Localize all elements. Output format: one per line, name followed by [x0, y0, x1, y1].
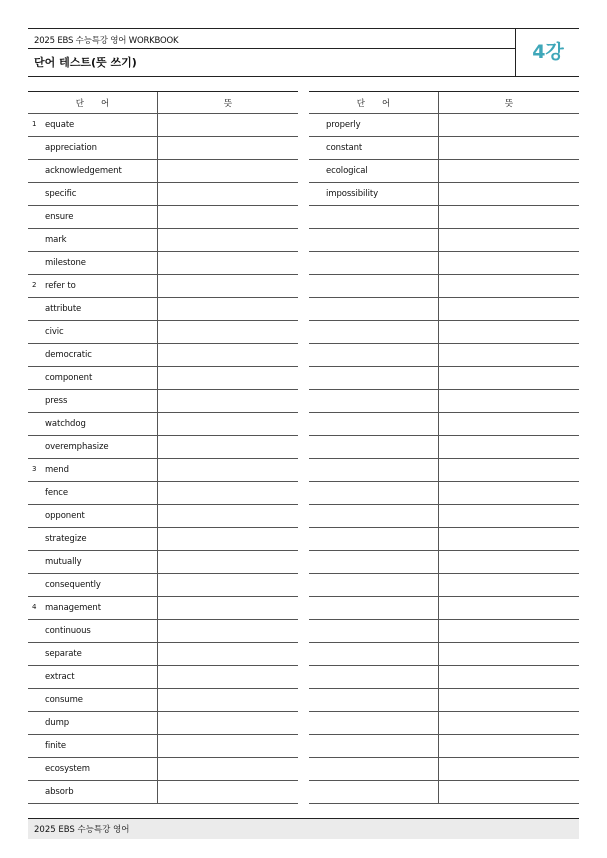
header-meaning-label: 뜻: [223, 99, 233, 109]
table-row: [309, 114, 579, 137]
word-cell: [28, 390, 158, 412]
table-row: [28, 459, 298, 482]
meaning-answer-cell[interactable]: [158, 436, 298, 458]
table-row: [309, 712, 579, 735]
vocab-word: democratic: [45, 349, 92, 360]
word-cell: [28, 574, 158, 596]
word-cell: [28, 712, 158, 734]
vocab-word: civic: [45, 326, 64, 337]
meaning-answer-cell[interactable]: [439, 344, 579, 366]
vocab-word: ecological: [326, 165, 368, 176]
table-row: [28, 344, 298, 367]
table-row: [28, 620, 298, 643]
meaning-answer-cell[interactable]: [439, 298, 579, 320]
meaning-answer-cell[interactable]: [439, 712, 579, 734]
meaning-answer-cell[interactable]: [158, 275, 298, 297]
workbook-subtitle: 2025 EBS 수능특강 영어 WORKBOOK: [34, 36, 179, 46]
word-cell: [309, 321, 439, 343]
meaning-answer-cell[interactable]: [158, 114, 298, 136]
word-cell: [309, 344, 439, 366]
word-table-left: [28, 91, 298, 804]
meaning-answer-cell[interactable]: [158, 160, 298, 182]
word-cell: [28, 666, 158, 688]
table-row: [309, 160, 579, 183]
table-row: [309, 574, 579, 597]
meaning-answer-cell[interactable]: [158, 344, 298, 366]
word-cell: [309, 597, 439, 619]
vocab-word: management: [45, 602, 101, 613]
table-row: [28, 505, 298, 528]
table-row: [309, 413, 579, 436]
table-row: [28, 643, 298, 666]
meaning-answer-cell[interactable]: [158, 551, 298, 573]
table-row: [309, 735, 579, 758]
meaning-answer-cell[interactable]: [439, 390, 579, 412]
word-cell: [309, 436, 439, 458]
table-row: [309, 206, 579, 229]
table-header-row: [309, 92, 579, 114]
meaning-answer-cell[interactable]: [439, 114, 579, 136]
page-footer: [28, 818, 579, 839]
lesson-badge-box: [515, 29, 580, 76]
word-cell: [309, 252, 439, 274]
header-divider: [28, 48, 515, 49]
table-row: [309, 390, 579, 413]
table-row: [309, 321, 579, 344]
vocab-word: refer to: [45, 280, 76, 291]
word-cell: [28, 367, 158, 389]
table-row: [28, 597, 298, 620]
table-row: [28, 436, 298, 459]
header-meaning-label: 뜻: [504, 99, 514, 109]
vocab-word: fence: [45, 487, 69, 498]
word-cell: [309, 160, 439, 182]
word-cell: [28, 528, 158, 550]
word-cell: [28, 620, 158, 642]
meaning-answer-cell[interactable]: [439, 206, 579, 228]
meaning-answer-cell[interactable]: [439, 137, 579, 159]
table-row: [28, 758, 298, 781]
table-row: [28, 666, 298, 689]
word-cell: [28, 137, 158, 159]
word-cell: [28, 321, 158, 343]
meaning-answer-cell[interactable]: [158, 459, 298, 481]
meaning-answer-cell[interactable]: [158, 206, 298, 228]
table-row: [28, 574, 298, 597]
word-cell: [28, 735, 158, 757]
table-row: [309, 436, 579, 459]
page-header: [28, 28, 579, 77]
vocab-word: overemphasize: [45, 441, 109, 452]
word-cell: [28, 298, 158, 320]
meaning-answer-cell[interactable]: [439, 367, 579, 389]
word-cell: [28, 459, 158, 481]
meaning-answer-cell[interactable]: [439, 459, 579, 481]
page-title: 단어 테스트(뜻 쓰기): [34, 56, 137, 69]
table-row: [309, 551, 579, 574]
vocab-word: mark: [45, 234, 67, 245]
table-row: [309, 620, 579, 643]
vocab-word: press: [45, 395, 68, 406]
meaning-answer-cell[interactable]: [158, 298, 298, 320]
meaning-answer-cell[interactable]: [158, 643, 298, 665]
word-cell: [309, 459, 439, 481]
table-row: [28, 528, 298, 551]
word-cell: [28, 436, 158, 458]
table-row: [309, 597, 579, 620]
table-row: [28, 183, 298, 206]
word-cell: [309, 781, 439, 803]
table-row: [309, 666, 579, 689]
word-cell: [309, 528, 439, 550]
meaning-answer-cell[interactable]: [158, 597, 298, 619]
vocab-word: milestone: [45, 257, 86, 268]
word-cell: [309, 505, 439, 527]
vocab-word: consume: [45, 694, 83, 705]
word-cell: [309, 390, 439, 412]
table-row: [28, 712, 298, 735]
word-cell: [28, 643, 158, 665]
meaning-answer-cell[interactable]: [158, 183, 298, 205]
vocab-word: opponent: [45, 510, 85, 521]
word-cell: [309, 413, 439, 435]
meaning-answer-cell[interactable]: [439, 643, 579, 665]
vocab-word: constant: [326, 142, 363, 153]
meaning-answer-cell[interactable]: [439, 597, 579, 619]
vocab-word: properly: [326, 119, 361, 130]
vocab-word: extract: [45, 671, 75, 682]
word-cell: [309, 712, 439, 734]
table-row: [28, 229, 298, 252]
section-number: 2: [32, 281, 37, 289]
table-row: [309, 344, 579, 367]
table-row: [309, 252, 579, 275]
section-number: 3: [32, 465, 37, 473]
vocab-word: dump: [45, 717, 70, 728]
word-cell: [309, 758, 439, 780]
meaning-answer-cell[interactable]: [158, 252, 298, 274]
meaning-answer-cell[interactable]: [158, 505, 298, 527]
table-row: [28, 321, 298, 344]
word-cell: [28, 505, 158, 527]
word-cell: [28, 206, 158, 228]
table-row: [28, 551, 298, 574]
table-row: [309, 781, 579, 804]
word-cell: [28, 229, 158, 251]
meaning-answer-cell[interactable]: [439, 666, 579, 688]
word-cell: [28, 114, 158, 136]
vocab-word: attribute: [45, 303, 82, 314]
word-cell: [309, 114, 439, 136]
word-cell: [309, 666, 439, 688]
vocab-word: consequently: [45, 579, 101, 590]
meaning-answer-cell[interactable]: [158, 321, 298, 343]
section-number: 4: [32, 603, 37, 611]
header-word-cell: [309, 92, 439, 113]
meaning-answer-cell[interactable]: [439, 160, 579, 182]
word-cell: [309, 574, 439, 596]
meaning-answer-cell[interactable]: [439, 505, 579, 527]
vocab-word: acknowledgement: [45, 165, 122, 176]
meaning-answer-cell[interactable]: [439, 528, 579, 550]
word-cell: [28, 781, 158, 803]
meaning-answer-cell[interactable]: [158, 413, 298, 435]
meaning-answer-cell[interactable]: [439, 551, 579, 573]
word-cell: [28, 160, 158, 182]
table-row: [28, 390, 298, 413]
meaning-answer-cell[interactable]: [158, 712, 298, 734]
meaning-answer-cell[interactable]: [158, 781, 298, 803]
table-row: [309, 528, 579, 551]
word-cell: [28, 252, 158, 274]
table-row: [309, 505, 579, 528]
table-row: [309, 643, 579, 666]
word-cell: [309, 689, 439, 711]
meaning-answer-cell[interactable]: [158, 574, 298, 596]
vocab-word: finite: [45, 740, 67, 751]
table-row: [28, 689, 298, 712]
meaning-answer-cell[interactable]: [439, 689, 579, 711]
table-row: [309, 298, 579, 321]
meaning-answer-cell[interactable]: [158, 137, 298, 159]
vocab-word: mutually: [45, 556, 82, 567]
meaning-answer-cell[interactable]: [439, 229, 579, 251]
table-row: [309, 459, 579, 482]
table-header-row: [28, 92, 298, 114]
footer-text: 2025 EBS 수능특강 영어: [34, 825, 130, 835]
word-cell: [309, 229, 439, 251]
table-row: [28, 298, 298, 321]
table-row: [28, 735, 298, 758]
vocab-word: appreciation: [45, 142, 97, 153]
meaning-answer-cell[interactable]: [158, 620, 298, 642]
word-cell: [309, 298, 439, 320]
meaning-answer-cell[interactable]: [439, 482, 579, 504]
meaning-answer-cell[interactable]: [439, 321, 579, 343]
word-cell: [28, 344, 158, 366]
word-cell: [28, 597, 158, 619]
vocab-word: continuous: [45, 625, 91, 636]
meaning-answer-cell[interactable]: [158, 735, 298, 757]
header-meaning-cell: [439, 92, 579, 113]
meaning-answer-cell[interactable]: [439, 758, 579, 780]
lesson-badge: 4강: [532, 41, 564, 63]
word-cell: [28, 183, 158, 205]
table-row: [28, 114, 298, 137]
meaning-answer-cell[interactable]: [439, 183, 579, 205]
meaning-answer-cell[interactable]: [439, 735, 579, 757]
vocab-word: component: [45, 372, 93, 383]
table-row: [28, 367, 298, 390]
table-row: [28, 252, 298, 275]
word-cell: [309, 620, 439, 642]
word-cell: [28, 482, 158, 504]
meaning-answer-cell[interactable]: [439, 781, 579, 803]
vocab-word: ecosystem: [45, 763, 90, 774]
meaning-answer-cell[interactable]: [158, 482, 298, 504]
table-row: [28, 275, 298, 298]
meaning-answer-cell[interactable]: [439, 252, 579, 274]
header-word-label: 단 어: [75, 99, 110, 109]
table-row: [309, 482, 579, 505]
table-row: [309, 275, 579, 298]
vocab-word: specific: [45, 188, 77, 199]
meaning-answer-cell[interactable]: [158, 367, 298, 389]
word-cell: [28, 758, 158, 780]
table-row: [309, 183, 579, 206]
meaning-answer-cell[interactable]: [439, 436, 579, 458]
header-meaning-cell: [158, 92, 298, 113]
table-row: [28, 137, 298, 160]
table-row: [309, 229, 579, 252]
word-cell: [28, 551, 158, 573]
meaning-answer-cell[interactable]: [158, 528, 298, 550]
table-row: [28, 413, 298, 436]
meaning-answer-cell[interactable]: [439, 275, 579, 297]
word-cell: [28, 275, 158, 297]
meaning-answer-cell[interactable]: [158, 666, 298, 688]
table-row: [309, 137, 579, 160]
table-row: [309, 689, 579, 712]
vocab-word: mend: [45, 464, 69, 475]
word-cell: [309, 482, 439, 504]
header-word-cell: [28, 92, 158, 113]
meaning-answer-cell[interactable]: [439, 620, 579, 642]
table-row: [28, 781, 298, 804]
meaning-answer-cell[interactable]: [158, 758, 298, 780]
header-word-label: 단 어: [356, 99, 391, 109]
table-row: [28, 160, 298, 183]
meaning-answer-cell[interactable]: [439, 574, 579, 596]
meaning-answer-cell[interactable]: [158, 229, 298, 251]
table-row: [309, 758, 579, 781]
word-cell: [309, 643, 439, 665]
vocab-word: strategize: [45, 533, 87, 544]
word-cell: [309, 275, 439, 297]
table-row: [309, 367, 579, 390]
word-cell: [309, 551, 439, 573]
word-cell: [28, 413, 158, 435]
word-cell: [309, 183, 439, 205]
vocab-word: impossibility: [326, 188, 378, 199]
vocab-word: watchdog: [45, 418, 86, 429]
word-table-right: [309, 91, 579, 804]
word-cell: [309, 735, 439, 757]
table-row: [28, 482, 298, 505]
vocab-word: equate: [45, 119, 75, 130]
meaning-answer-cell[interactable]: [158, 390, 298, 412]
vocab-word: ensure: [45, 211, 74, 222]
meaning-answer-cell[interactable]: [158, 689, 298, 711]
table-row: [28, 206, 298, 229]
word-cell: [309, 137, 439, 159]
word-cell: [309, 367, 439, 389]
vocab-word: separate: [45, 648, 82, 659]
word-cell: [28, 689, 158, 711]
word-cell: [309, 206, 439, 228]
vocab-word: absorb: [45, 786, 74, 797]
meaning-answer-cell[interactable]: [439, 413, 579, 435]
section-number: 1: [32, 120, 37, 128]
